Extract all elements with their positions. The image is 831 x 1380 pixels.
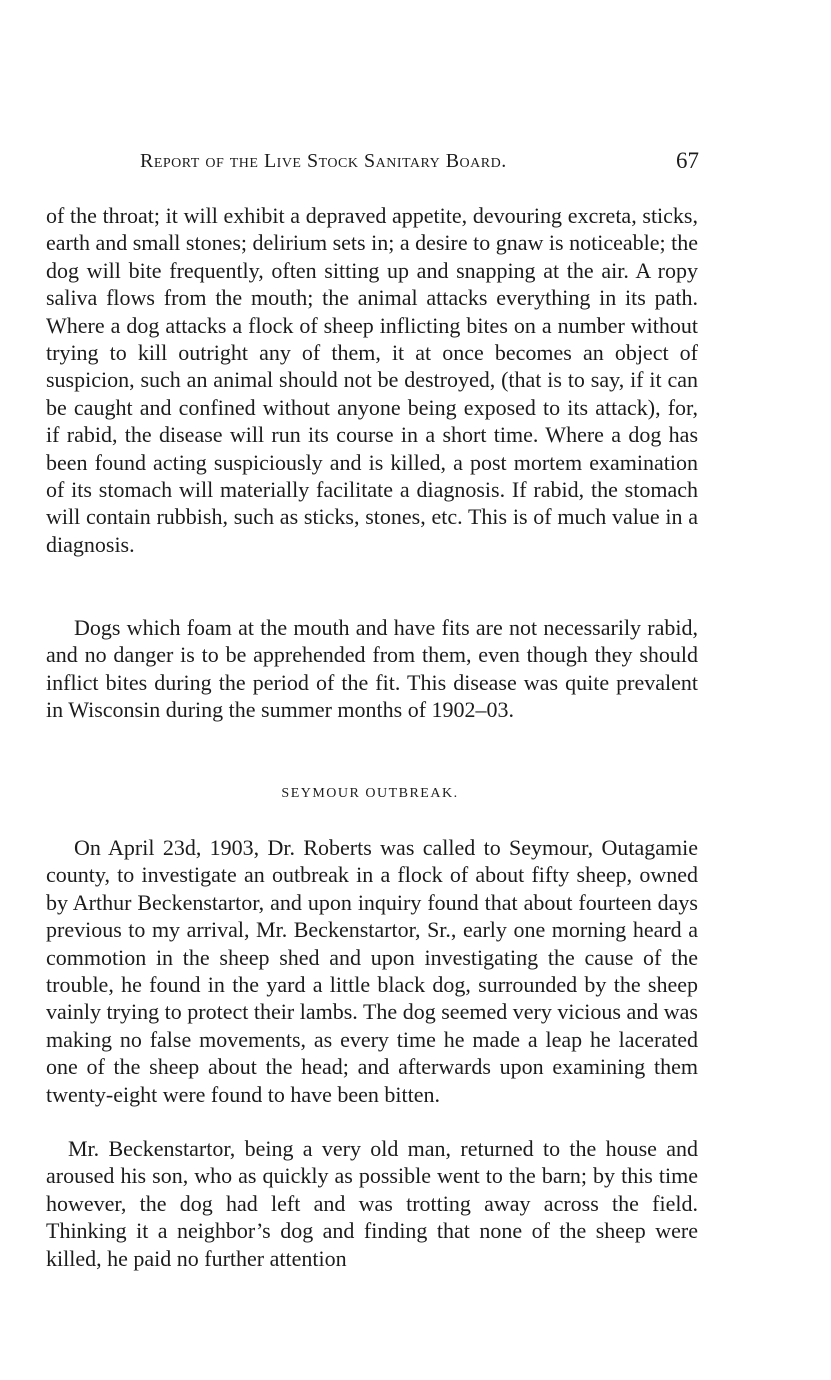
section-heading-seymour-outbreak: SEYMOUR OUTBREAK. [281,786,459,801]
paragraph-beckenstartor-son: Mr. Beckenstartor, being a very old man, returned to the house and aroused his son, who as quickly as possible went to the barn; by this time however, the dog had left and was trotting away across the field. Thinking it a neighbor’s dog and finding that none of the sheep were killed, he paid no further attention [46,1136,698,1271]
paragraph-fits-not-rabid: Dogs which foam at the mouth and have fits are not necessarily rabid, and no danger is to be apprehended from them, even though they should inflict bites during the period of the fit. This disease was quite prevalent in Wisconsin during the summer months of 1902–03. [46,615,698,723]
running-head-title: Report of the Live Stock Sanitary Board. [140,150,507,172]
paragraph-rabies-symptoms: of the throat; it will exhibit a depraved appetite, devouring excreta, sticks, earth and small stones; delirium sets in; a desire to gnaw is noticeable; the dog will bite frequently, often sitting up and snapping at the air. A ropy saliva flows from the mouth; the animal attacks everything in its path. Where a dog attacks a flock of sheep inflicting bites on a number without trying to kill outright any of them, it at once becomes an object of suspicion, such an animal should not be destroyed, (that is to say, if it can be caught and confined without anyone being exposed to its attack), for, if rabid, the disease will run its course in a short time. Where a dog has been found acting suspiciously and is killed, a post mortem examination of its stomach will materially facilitate a diagnosis. If rabid, the stomach will contain rubbish, such as sticks, stones, etc. This is of much value in a diagnosis. [46,203,698,557]
paragraph-seymour-outbreak: On April 23d, 1903, Dr. Roberts was called to Seymour, Outagamie county, to investigate an outbreak in a flock of about fifty sheep, owned by Arthur Beckenstartor, and upon inquiry found that about fourteen days previous to my arrival, Mr. Beckenstartor, Sr., early one morning heard a commotion in the sheep shed and upon investigating the cause of the trouble, he found in the yard a little black dog, surrounded by the sheep vainly trying to protect their lambs. The dog seemed very vicious and was making no false movements, as every time he made a leap he lacerated one of the sheep about the head; and afterwards upon examining them twenty-eight were found to have been bitten. [46,835,698,1107]
page-number: 67 [676,148,699,173]
